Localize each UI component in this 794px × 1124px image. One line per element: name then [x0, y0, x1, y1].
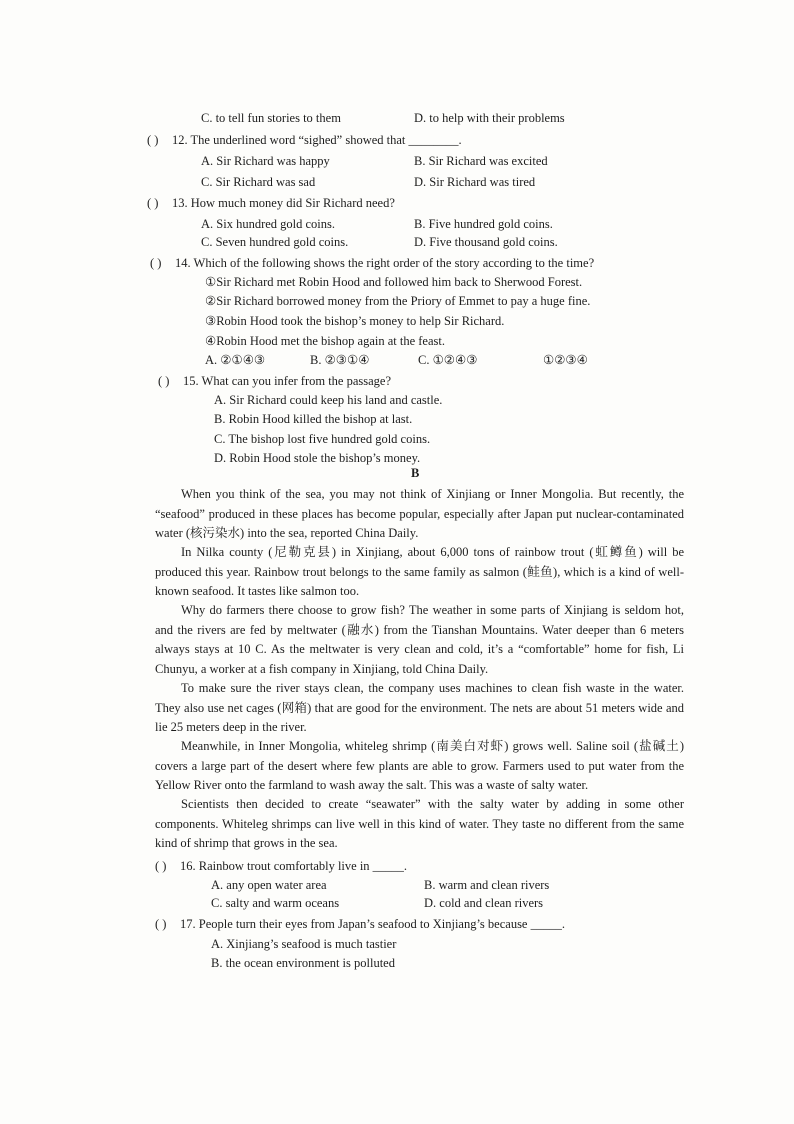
q14-stem: 14. Which of the following shows the right order of the story according to the time? — [175, 256, 595, 270]
q15-answer-blank: ( ) — [158, 374, 170, 388]
q11-option-c: C. to tell fun stories to them — [201, 111, 341, 125]
q16-option-a: A. any open water area — [211, 878, 327, 892]
q16-option-b: B. warm and clean rivers — [424, 878, 550, 892]
q16-option-c: C. salty and warm oceans — [211, 896, 340, 910]
q13-option-d: D. Five thousand gold coins. — [414, 235, 558, 249]
q14-answer-blank: ( ) — [150, 256, 162, 270]
q15-option-d: D. Robin Hood stole the bishop’s money. — [214, 451, 421, 465]
q12-answer-blank: ( ) — [147, 133, 159, 147]
q12-option-b: B. Sir Richard was excited — [414, 154, 548, 168]
q13-option-b: B. Five hundred gold coins. — [414, 217, 553, 231]
passage-paragraph-1 — [155, 485, 684, 544]
passage-paragraph-6 — [155, 795, 684, 854]
passage-p4-text: To make sure the river stays clean, the company uses machines to clean fish waste in the water. They also use net cages (网箱) that are good for the environment. The nets are about 51 meters wide and lie 25 meters deep in the river. — [155, 681, 684, 734]
q14-option-b: B. ②③①④ — [310, 353, 370, 367]
q16-option-d: D. cold and clean rivers — [424, 896, 544, 910]
passage-p1-text: When you think of the sea, you may not think of Xinjiang or Inner Mongolia. But recently, the “seafood” produced in these places has become popular, especially after Japan put nuclear-contaminated water (核污染水) into the sea, reported China Daily. — [155, 487, 684, 540]
passage-p6-text: Scientists then decided to create “seawater” with the salty water by adding in some other components. Whiteleg shrimps can live well in this kind of water. They taste no different from the same kind of shrimp that grows in the sea. — [155, 797, 684, 850]
q17-option-b: B. the ocean environment is polluted — [211, 956, 395, 970]
q16-answer-blank: ( ) — [155, 859, 167, 873]
section-b-heading: B — [411, 466, 420, 480]
passage-p5-text: Meanwhile, in Inner Mongolia, whiteleg shrimp (南美白对虾) grows well. Saline soil (盐碱土) covers a large part of the desert where few plants are able to grow. Farmers used to put water from the Yellow River onto the farmland to wash away the salt. This was a waste of salty water. — [155, 739, 684, 792]
q14-event-3: ③Robin Hood took the bishop’s money to help Sir Richard. — [205, 314, 505, 328]
q12-stem: 12. The underlined word “sighed” showed that ________. — [172, 133, 462, 147]
q12-option-c: C. Sir Richard was sad — [201, 175, 316, 189]
passage-p2-text: In Nilka county (尼勒克县) in Xinjiang, about 6,000 tons of rainbow trout (虹鳟鱼) will be produced this year. Rainbow trout belongs to the same family as salmon (鲑鱼), which is a kind of well-known seafood. It tastes like salmon too. — [155, 545, 684, 598]
q15-option-b: B. Robin Hood killed the bishop at last. — [214, 412, 413, 426]
q16-stem: 16. Rainbow trout comfortably live in _____. — [180, 859, 408, 873]
q13-answer-blank: ( ) — [147, 196, 159, 210]
passage-paragraph-5 — [155, 737, 684, 796]
passage-p3-text: Why do farmers there choose to grow fish? The weather in some parts of Xinjiang is seldom hot, and the rivers are fed by meltwater (融水) from the Tianshan Mountains. Water deeper than 6 meters always stays at 10 C. As the meltwater is very clean and cold, it’s a “comfortable” home for fish, Li Chunyu, a worker at a fish company in Xinjiang, told China Daily. — [155, 603, 684, 676]
q12-option-d: D. Sir Richard was tired — [414, 175, 536, 189]
q15-option-c: C. The bishop lost five hundred gold coins. — [214, 432, 431, 446]
q13-option-c: C. Seven hundred gold coins. — [201, 235, 349, 249]
q14-event-4: ④Robin Hood met the bishop again at the feast. — [205, 334, 445, 348]
q13-option-a: A. Six hundred gold coins. — [201, 217, 336, 231]
q15-stem: 15. What can you infer from the passage? — [183, 374, 392, 388]
passage-paragraph-4 — [155, 679, 684, 738]
q14-event-1: ①Sir Richard met Robin Hood and followed him back to Sherwood Forest. — [205, 275, 583, 289]
q14-event-2: ②Sir Richard borrowed money from the Priory of Emmet to pay a huge fine. — [205, 294, 591, 308]
q15-option-a: A. Sir Richard could keep his land and castle. — [214, 393, 443, 407]
q14-option-a: A. ②①④③ — [205, 353, 266, 367]
q17-answer-blank: ( ) — [155, 917, 167, 931]
q17-stem: 17. People turn their eyes from Japan’s seafood to Xinjiang’s because _____. — [180, 917, 565, 931]
passage-paragraph-3 — [155, 601, 684, 679]
passage-paragraph-2 — [155, 543, 684, 602]
q13-stem: 13. How much money did Sir Richard need? — [172, 196, 395, 210]
q11-option-d: D. to help with their problems — [414, 111, 565, 125]
q14-option-c: C. ①②④③ — [418, 353, 478, 367]
q17-option-a: A. Xinjiang’s seafood is much tastier — [211, 937, 397, 951]
q12-option-a: A. Sir Richard was happy — [201, 154, 330, 168]
q14-option-d: ①②③④ — [543, 353, 588, 367]
